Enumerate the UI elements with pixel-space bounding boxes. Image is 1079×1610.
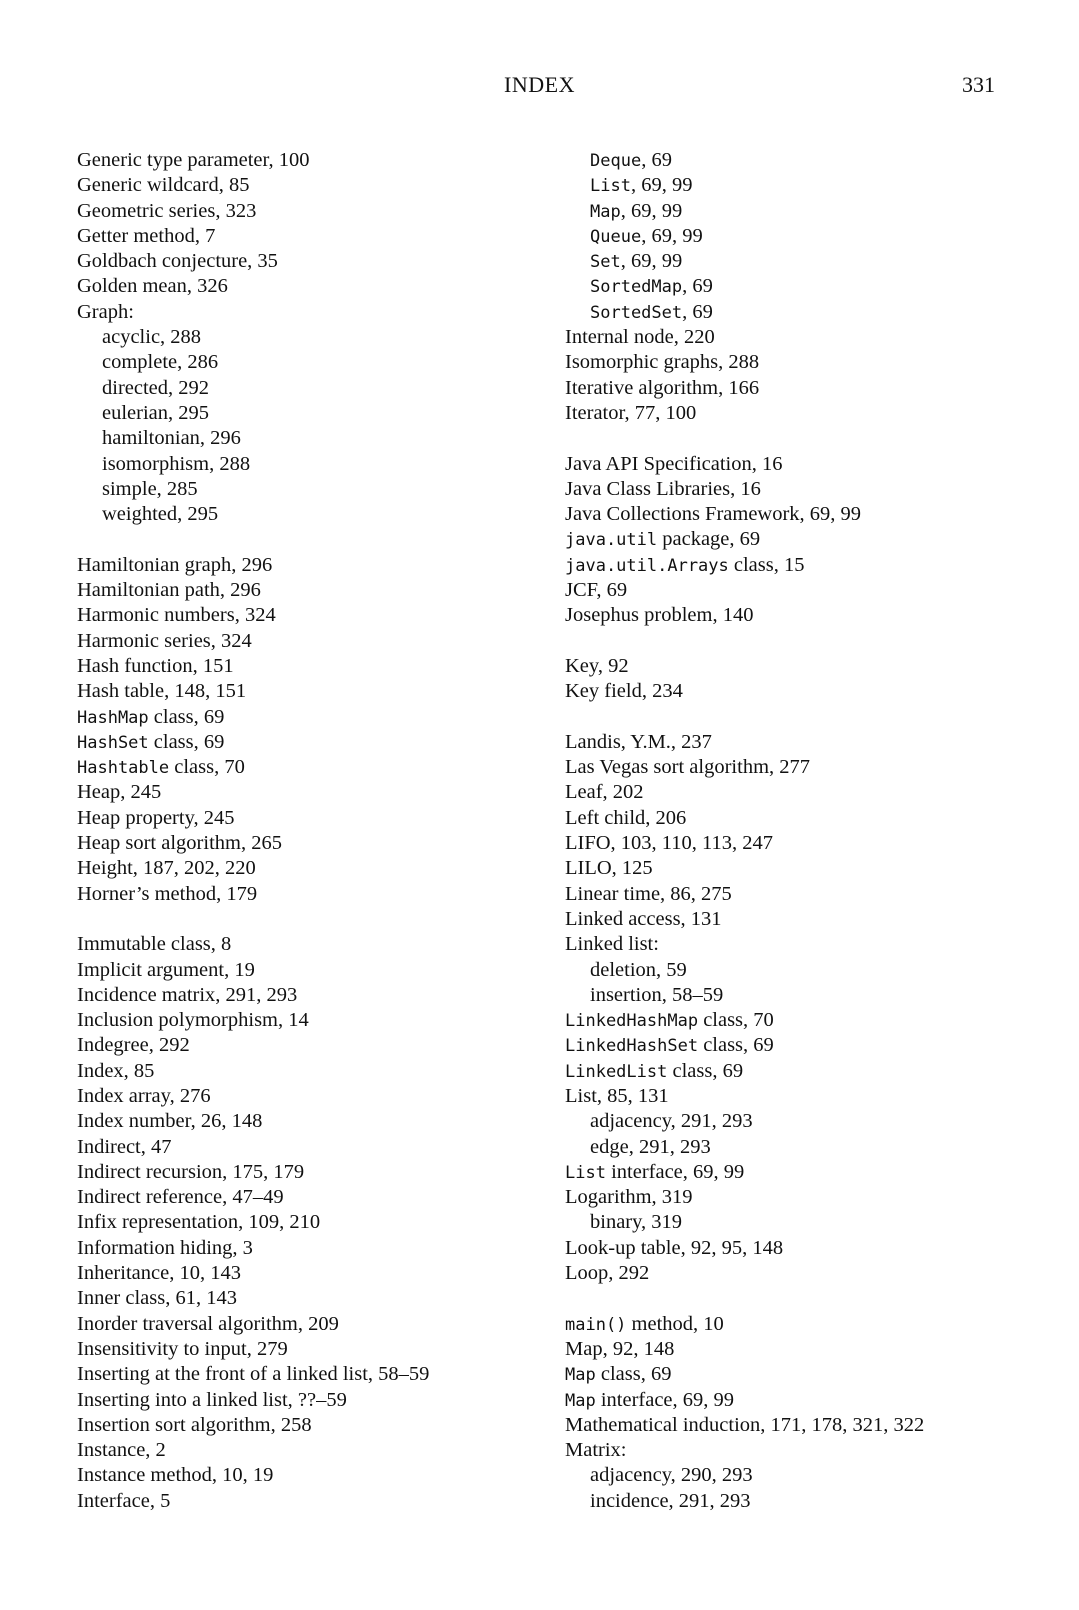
entry-text: Inclusion polymorphism, 14 (77, 1009, 309, 1032)
entry-text: Matrix: (565, 1439, 627, 1462)
index-entry (77, 1489, 537, 1514)
code-term: LinkedList (565, 1061, 668, 1082)
index-entry (77, 1286, 537, 1311)
index-entry (77, 755, 537, 780)
index-entry (77, 679, 537, 704)
code-term: Queue (590, 226, 642, 247)
index-entry (565, 1388, 1025, 1413)
index-entry (565, 1033, 1025, 1058)
code-term: SortedSet (590, 302, 683, 323)
letter-group-spacer (565, 426, 1025, 451)
entry-text: Josephus problem, 140 (565, 604, 754, 627)
entry-text: directed, 292 (102, 376, 210, 399)
entry-text: Horner’s method, 179 (77, 882, 258, 905)
entry-text: Logarithm, 319 (565, 1186, 693, 1209)
index-column-right (565, 148, 1025, 1514)
entry-text: Index number, 26, 148 (77, 1110, 263, 1133)
index-entry (565, 1362, 1025, 1387)
entry-text: deletion, 59 (590, 958, 687, 981)
index-entry (77, 882, 537, 907)
entry-text: incidence, 291, 293 (590, 1489, 751, 1512)
entry-text: binary, 319 (590, 1211, 683, 1234)
index-entry (77, 274, 537, 299)
entry-text: , 69, 99 (620, 250, 683, 273)
index-entry (77, 629, 537, 654)
entry-text: Java Class Libraries, 16 (565, 477, 761, 500)
index-entry (77, 1008, 537, 1033)
index-entry (77, 1261, 537, 1286)
index-entry (565, 932, 1025, 957)
entry-text: method, 10 (626, 1312, 724, 1335)
index-entry (565, 1438, 1025, 1463)
letter-group-spacer (565, 705, 1025, 730)
code-term: Map (565, 1390, 596, 1411)
entry-text: Hamiltonian graph, 296 (77, 553, 273, 576)
index-subentry (565, 224, 1025, 249)
index-entry (565, 780, 1025, 805)
entry-text: Key field, 234 (565, 680, 683, 703)
index-entry (565, 325, 1025, 350)
entry-text: insertion, 58–59 (590, 983, 724, 1006)
entry-text: class, 15 (728, 553, 805, 576)
index-subentry (77, 350, 537, 375)
index-subentry (565, 199, 1025, 224)
entry-text: Iterator, 77, 100 (565, 401, 697, 424)
entry-text: List, 85, 131 (565, 1084, 669, 1107)
index-entry (77, 654, 537, 679)
entry-text: Interface, 5 (77, 1489, 171, 1512)
entry-text: class, 70 (169, 756, 245, 779)
entry-text: class, 69 (595, 1363, 672, 1386)
entry-text: Generic type parameter, 100 (77, 149, 310, 171)
entry-text: Landis, Y.M., 237 (565, 730, 712, 753)
entry-text: Hamiltonian path, 296 (77, 579, 261, 602)
entry-text: Indirect recursion, 175, 179 (77, 1160, 305, 1183)
index-subentry (77, 452, 537, 477)
entry-text: Graph: (77, 300, 134, 323)
entry-text: , 69, 99 (620, 199, 683, 222)
entry-text: LIFO, 103, 110, 113, 247 (565, 832, 774, 855)
entry-text: Iterative algorithm, 166 (565, 376, 760, 399)
letter-group-spacer (77, 907, 537, 932)
entry-text: adjacency, 291, 293 (590, 1110, 753, 1133)
entry-text: Goldbach conjecture, 35 (77, 250, 278, 273)
code-term: HashSet (77, 732, 149, 753)
index-subentry (565, 958, 1025, 983)
index-entry (77, 1059, 537, 1084)
entry-text: Look-up table, 92, 95, 148 (565, 1236, 784, 1259)
index-entry (565, 1084, 1025, 1109)
index-subentry (77, 426, 537, 451)
entry-text: Implicit argument, 19 (77, 958, 255, 981)
page-header (0, 68, 1079, 100)
index-entry (565, 401, 1025, 426)
entry-text: Key, 92 (565, 654, 629, 677)
entry-text: Infix representation, 109, 210 (77, 1211, 321, 1234)
index-entry (77, 1210, 537, 1235)
entry-text: isomorphism, 288 (102, 452, 251, 475)
code-term: SortedMap (590, 277, 683, 298)
entry-text: , 69 (641, 149, 672, 171)
code-term: HashMap (77, 707, 149, 728)
entry-text: eulerian, 295 (102, 401, 210, 424)
entry-text: acyclic, 288 (102, 326, 202, 349)
entry-text: Inheritance, 10, 143 (77, 1262, 241, 1285)
entry-text: class, 69 (148, 705, 225, 728)
index-subentry (77, 325, 537, 350)
index-column-left (77, 148, 537, 1514)
entry-text: Heap property, 245 (77, 806, 235, 829)
entry-text: class, 70 (698, 1009, 774, 1032)
index-entry (565, 1008, 1025, 1033)
index-entry (77, 1388, 537, 1413)
entry-text: Harmonic series, 324 (77, 629, 252, 652)
index-entry (565, 1236, 1025, 1261)
code-term: main() (565, 1314, 627, 1335)
index-subentry (77, 502, 537, 527)
entry-text: Indirect, 47 (77, 1135, 172, 1158)
entry-text: class, 69 (698, 1034, 774, 1057)
index-entry (77, 1463, 537, 1488)
entry-text: Indirect reference, 47–49 (77, 1186, 284, 1209)
entry-text: Las Vegas sort algorithm, 277 (565, 756, 811, 779)
code-term: Hashtable (77, 758, 170, 779)
entry-text: Mathematical induction, 171, 178, 321, 322 (565, 1413, 925, 1436)
index-entry (565, 654, 1025, 679)
index-entry (565, 1185, 1025, 1210)
index-entry (565, 907, 1025, 932)
index-subentry (565, 300, 1025, 325)
entry-text: hamiltonian, 296 (102, 427, 241, 450)
entry-text: Hash function, 151 (77, 654, 234, 677)
index-entry (565, 1160, 1025, 1185)
running-head-title: INDEX (504, 72, 575, 97)
index-entry (77, 224, 537, 249)
index-entry (565, 856, 1025, 881)
entry-text: LILO, 125 (565, 857, 653, 880)
index-entry (77, 578, 537, 603)
entry-text: adjacency, 290, 293 (590, 1464, 753, 1487)
index-entry (77, 1337, 537, 1362)
code-term: java.util.Arrays (565, 555, 729, 576)
index-entry (77, 249, 537, 274)
index-entry (565, 1312, 1025, 1337)
index-entry (565, 1413, 1025, 1438)
entry-text: Instance, 2 (77, 1439, 166, 1462)
index-entry (565, 1337, 1025, 1362)
index-subentry (565, 1489, 1025, 1514)
index-entry (77, 730, 537, 755)
entry-text: Harmonic numbers, 324 (77, 604, 276, 627)
entry-text: , 69, 99 (630, 174, 693, 197)
index-entry (77, 173, 537, 198)
index-subentry (77, 401, 537, 426)
index-entry (77, 1084, 537, 1109)
index-entry (565, 882, 1025, 907)
entry-text: Inner class, 61, 143 (77, 1287, 237, 1310)
entry-text: Leaf, 202 (565, 781, 644, 804)
code-term: List (590, 176, 631, 197)
entry-text: Generic wildcard, 85 (77, 174, 250, 197)
index-entry (77, 1160, 537, 1185)
index-entry (77, 1135, 537, 1160)
index-entry (77, 148, 537, 173)
index-subentry (565, 148, 1025, 173)
entry-text: Map, 92, 148 (565, 1337, 675, 1360)
entry-text: Heap sort algorithm, 265 (77, 832, 282, 855)
index-entry (565, 578, 1025, 603)
index-entry (77, 1312, 537, 1337)
index-entry (565, 1261, 1025, 1286)
entry-text: Linked access, 131 (565, 907, 722, 930)
index-entry (77, 1413, 537, 1438)
index-entry (565, 603, 1025, 628)
entry-text: Linear time, 86, 275 (565, 882, 732, 905)
entry-text: Hash table, 148, 151 (77, 680, 247, 703)
entry-text: class, 69 (148, 730, 225, 753)
entry-text: Inserting at the front of a linked list, 58–59 (77, 1363, 430, 1386)
index-entry (565, 350, 1025, 375)
index-entry (565, 831, 1025, 856)
entry-text: , 69, 99 (641, 224, 703, 247)
page-number: 331 (962, 72, 995, 97)
index-subentry (565, 274, 1025, 299)
index-entry (77, 1185, 537, 1210)
entry-text: interface, 69, 99 (595, 1388, 735, 1411)
index-subentry (565, 1210, 1025, 1235)
entry-text: Linked list: (565, 933, 659, 956)
index-entry (77, 806, 537, 831)
index-entry (565, 527, 1025, 552)
letter-group-spacer (565, 1286, 1025, 1311)
index-subentry (77, 477, 537, 502)
entry-text: Index, 85 (77, 1059, 155, 1082)
entry-text: Incidence matrix, 291, 293 (77, 983, 298, 1006)
code-term: Set (590, 252, 621, 273)
index-entry (565, 502, 1025, 527)
code-term: java.util (565, 530, 658, 551)
entry-text: Java API Specification, 16 (565, 452, 783, 475)
index-entry (77, 1236, 537, 1261)
index-subentry (77, 376, 537, 401)
entry-text: JCF, 69 (565, 579, 628, 602)
code-term: List (565, 1162, 606, 1183)
index-entry (565, 806, 1025, 831)
index-entry (565, 1059, 1025, 1084)
index-entry (565, 730, 1025, 755)
entry-text: Left child, 206 (565, 806, 687, 829)
index-entry (77, 958, 537, 983)
index-entry (77, 983, 537, 1008)
index-entry (565, 452, 1025, 477)
index-entry (565, 376, 1025, 401)
code-term: LinkedHashSet (565, 1036, 699, 1057)
code-term: Map (590, 201, 621, 222)
index-entry (77, 1033, 537, 1058)
index-entry (565, 477, 1025, 502)
entry-text: Insensitivity to input, 279 (77, 1337, 288, 1360)
index-entry (77, 1362, 537, 1387)
index-entry (77, 705, 537, 730)
code-term: Map (565, 1365, 596, 1386)
entry-text: package, 69 (657, 528, 761, 551)
code-term: Deque (590, 151, 642, 171)
index-entry (77, 1109, 537, 1134)
entry-text: Heap, 245 (77, 781, 162, 804)
entry-text: Golden mean, 326 (77, 275, 228, 298)
index-entry (565, 553, 1025, 578)
code-term: LinkedHashMap (565, 1011, 699, 1032)
index-entry (565, 755, 1025, 780)
entry-text: Inserting into a linked list, ??–59 (77, 1388, 347, 1411)
entry-text: complete, 286 (102, 351, 219, 374)
index-subentry (565, 249, 1025, 274)
entry-text: Immutable class, 8 (77, 933, 232, 956)
entry-text: simple, 285 (102, 477, 198, 500)
index-subentry (565, 173, 1025, 198)
entry-text: Internal node, 220 (565, 326, 715, 349)
entry-text: , 69 (682, 300, 713, 323)
entry-text: Insertion sort algorithm, 258 (77, 1413, 312, 1436)
index-entry (77, 856, 537, 881)
index-subentry (565, 1109, 1025, 1134)
entry-text: Indegree, 292 (77, 1034, 190, 1057)
entry-text: Java Collections Framework, 69, 99 (565, 503, 862, 526)
index-entry (77, 831, 537, 856)
index-entry (77, 1438, 537, 1463)
index-entry (77, 300, 537, 325)
entry-text: interface, 69, 99 (605, 1160, 745, 1183)
entry-text: Index array, 276 (77, 1084, 211, 1107)
index-entry (77, 199, 537, 224)
entry-text: , 69 (682, 275, 713, 298)
index-entry (77, 780, 537, 805)
letter-group-spacer (565, 629, 1025, 654)
entry-text: Loop, 292 (565, 1262, 650, 1285)
index-subentry (565, 983, 1025, 1008)
entry-text: Inorder traversal algorithm, 209 (77, 1312, 339, 1335)
entry-text: class, 69 (667, 1059, 744, 1082)
index-subentry (565, 1463, 1025, 1488)
index-entry (77, 932, 537, 957)
index-entry (565, 679, 1025, 704)
entry-text: Instance method, 10, 19 (77, 1464, 274, 1487)
entry-text: weighted, 295 (102, 503, 219, 526)
index-entry (77, 553, 537, 578)
entry-text: Geometric series, 323 (77, 199, 257, 222)
index-subentry (565, 1135, 1025, 1160)
letter-group-spacer (77, 527, 537, 552)
entry-text: Getter method, 7 (77, 224, 216, 247)
entry-text: edge, 291, 293 (590, 1135, 711, 1158)
entry-text: Isomorphic graphs, 288 (565, 351, 760, 374)
index-entry (77, 603, 537, 628)
entry-text: Height, 187, 202, 220 (77, 857, 256, 880)
entry-text: Information hiding, 3 (77, 1236, 253, 1259)
